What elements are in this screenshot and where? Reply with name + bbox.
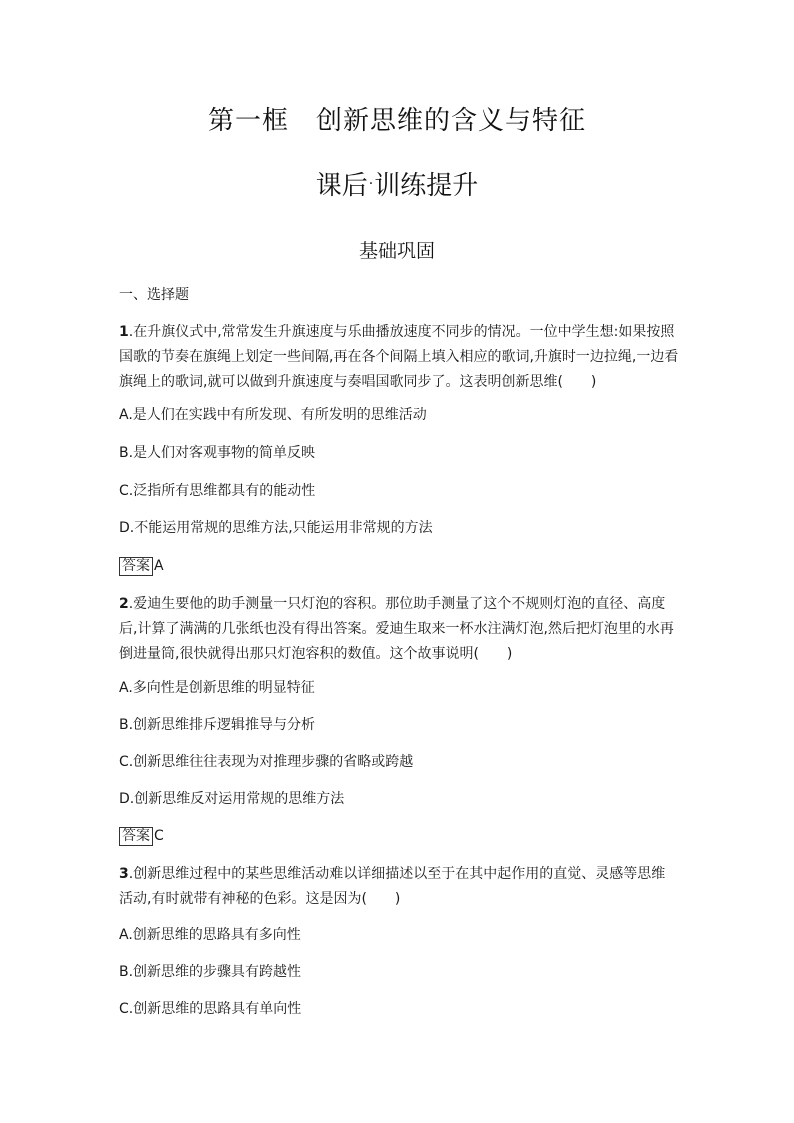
question-2-option-b: B.创新思维排斥逻辑推导与分析 xyxy=(119,717,316,733)
subtitle-right: 训练提升 xyxy=(374,171,479,201)
question-1-answer xyxy=(119,556,164,576)
subtitle-dot: · xyxy=(368,176,374,192)
answer-tag: 答案 xyxy=(119,827,153,846)
question-1-option-b: B.是人们对客观事物的简单反映 xyxy=(119,445,316,461)
question-1-text: .在升旗仪式中,常常发生升旗速度与乐曲播放速度不同步的情况。一位中学生想:如果按照国歌的节奏在旗绳上划定一些间隔,再在各个间隔上填入相应的歌词,升旗时一边拉绳,一边看旗绳上的歌词,就可以做到升旗速度与奏唱国歌同步了。这表明创新思维( ) xyxy=(119,324,679,390)
question-3-option-c: C.创新思维的思路具有单向性 xyxy=(119,1001,302,1017)
page-subtitle xyxy=(0,165,794,202)
question-1-option-d: D.不能运用常规的思维方法,只能运用非常规的方法 xyxy=(119,520,433,536)
question-2-option-a: A.多向性是创新思维的明显特征 xyxy=(119,680,315,696)
question-3-text: .创新思维过程中的某些思维活动难以详细描述以至于在其中起作用的直觉、灵感等思维活动,有时就带有神秘的色彩。这是因为( ) xyxy=(119,866,666,907)
page-title: 第一框 创新思维的含义与特征 xyxy=(207,106,586,136)
question-2-stem xyxy=(119,592,679,667)
answer-tag: 答案 xyxy=(119,557,153,576)
question-1-stem xyxy=(119,320,679,395)
question-2-option-d: D.创新思维反对运用常规的思维方法 xyxy=(119,791,345,807)
question-3-number: 3 xyxy=(119,866,129,882)
question-1-option-a: A.是人们在实践中有所发现、有所发明的思维活动 xyxy=(119,407,427,423)
question-3-stem xyxy=(119,862,679,912)
question-3-option-b: B.创新思维的步骤具有跨越性 xyxy=(119,964,302,980)
question-2-answer xyxy=(119,826,164,846)
question-2-number: 2 xyxy=(119,596,129,612)
question-2-text: .爱迪生要他的助手测量一只灯泡的容积。那位助手测量了这个不规则灯泡的直径、高度后,计算了满满的几张纸也没有得出答案。爱迪生取来一杯水注满灯泡,然后把灯泡里的水再倒进量筒,很快就得出那只灯泡容积的数值。这个故事说明( ) xyxy=(119,596,674,662)
question-1-number: 1 xyxy=(119,324,129,340)
subtitle-left: 课后 xyxy=(315,171,368,201)
question-1-option-c: C.泛指所有思维都具有的能动性 xyxy=(119,483,316,499)
question-2-option-c: C.创新思维往往表现为对推理步骤的省略或跨越 xyxy=(119,754,414,770)
answer-value: A xyxy=(154,558,164,574)
answer-value: C xyxy=(154,828,164,844)
question-3-option-a: A.创新思维的思路具有多向性 xyxy=(119,927,301,943)
part-heading: 一、选择题 xyxy=(119,287,189,303)
section-heading: 基础巩固 xyxy=(358,240,435,262)
